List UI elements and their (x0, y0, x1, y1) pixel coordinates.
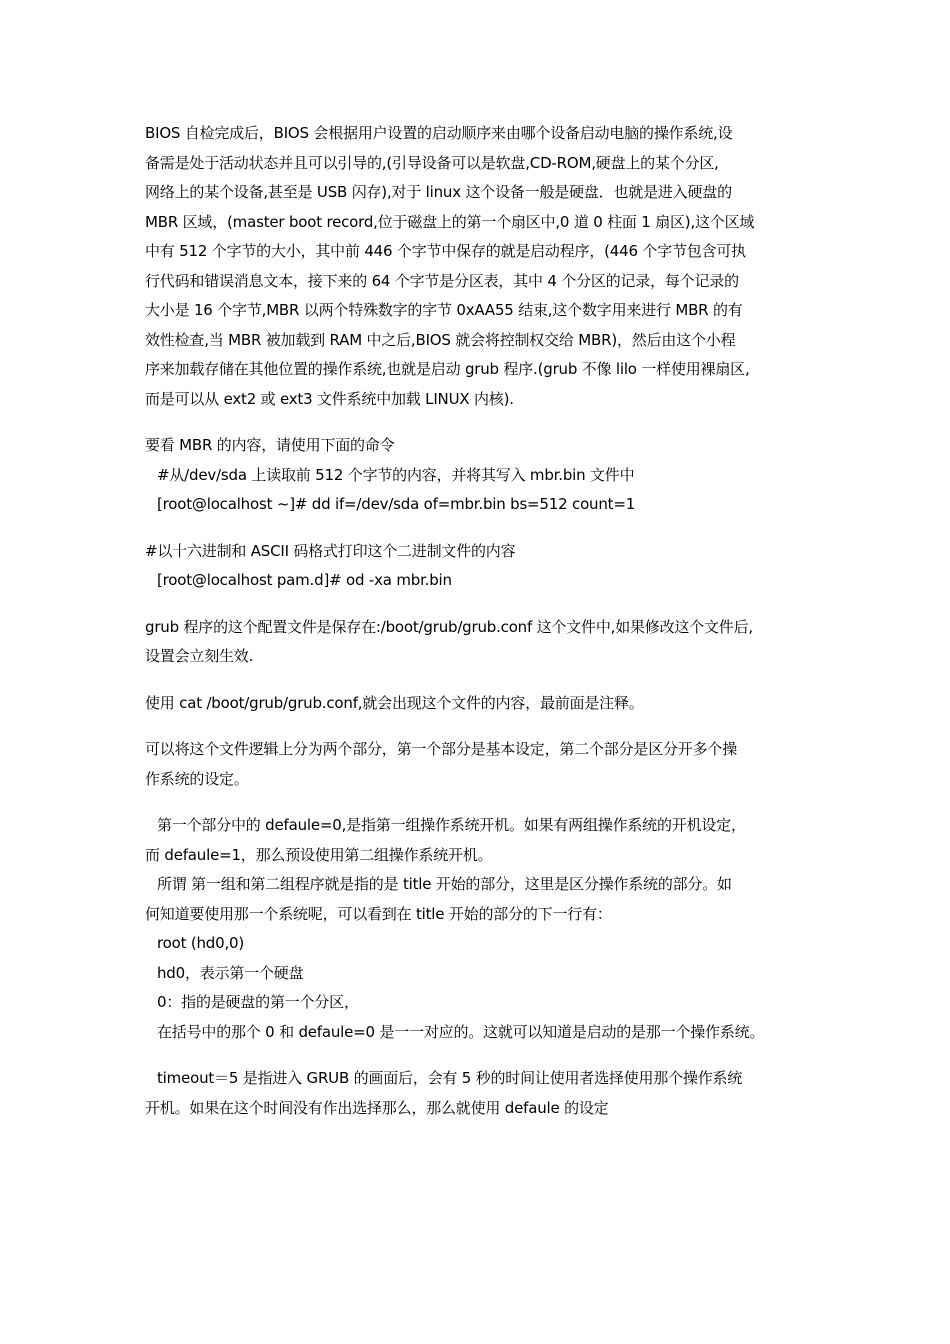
text-line: 网络上的某个设备,甚至是 USB 闪存),对于 linux 这个设备一般是硬盘．也就是进入硬盘的 (145, 183, 732, 201)
text-line: 开机。如果在这个时间没有作出选择那么，那么就使用 defaule 的设定 (145, 1098, 609, 1117)
paragraph-cat-grub (145, 689, 813, 719)
text-line: 而是可以从 ext2 或 ext3 文件系统中加载 LINUX 内核). (145, 389, 514, 408)
text-line: 效性检查,当 MBR 被加载到 RAM 中之后,BIOS 就会将控制权交给 MBR)，然后由这个小程 (145, 330, 736, 349)
paragraph-two-parts (145, 735, 813, 794)
paragraph-spacer (145, 794, 813, 811)
text-line: 中有 512 个字节的大小，其中前 446 个字节中保存的就是启动程序，(446 个字节包含可执 (145, 242, 746, 260)
shell-command: [root@localhost pam.d]# od -xa mbr.bin (157, 571, 452, 589)
text-line: 而 defaule=1，那么预设使用第二组操作系统开机。 (145, 845, 493, 864)
paragraph-spacer (145, 414, 813, 431)
paragraph-spacer (145, 718, 813, 735)
text-line: root (hd0,0) (157, 934, 245, 952)
text-line: grub 程序的这个配置文件是保存在:/boot/grub/grub.conf 这个文件中,如果修改这个文件后, (145, 617, 753, 636)
text-line: 可以将这个文件逻辑上分为两个部分，第一个部分是基本设定，第二个部分是区分开多个操 (145, 740, 738, 758)
paragraph-print-hex (145, 537, 813, 596)
paragraph-timeout (145, 1064, 813, 1123)
command-comment: #从/dev/sda 上读取前 512 个字节的内容，并将其写入 mbr.bin 文件中 (157, 465, 635, 484)
text-line: 0：指的是硬盘的第一个分区， (157, 993, 359, 1011)
text-line: 第一个部分中的 defaule=0,是指第一组操作系统开机。如果有两组操作系统的开机设定， (157, 816, 746, 834)
text-line: MBR 区域，(master boot record,位于磁盘上的第一个扇区中,0 道 0 柱面 1 扇区),这个区域 (145, 212, 755, 231)
text-line: BIOS 自检完成后，BIOS 会根据用户设置的启动顺序来由哪个设备启动电脑的操作系统,设 (145, 124, 733, 142)
paragraph-spacer (145, 596, 813, 613)
text-line: 行代码和错误消息文本，接下来的 64 个字节是分区表，其中 4 个分区的记录，每个记录的 (145, 271, 739, 290)
text-line: timeout＝5 是指进入 GRUB 的画面后，会有 5 秒的时间让使用者选择使用那个操作系统 (157, 1069, 743, 1087)
text-line: 在括号中的那个 0 和 defaule=0 是一一对应的。这就可以知道是启动的是那一个操作系统。 (157, 1022, 765, 1041)
paragraph-spacer (145, 520, 813, 537)
paragraph-spacer (145, 672, 813, 689)
text-line: 作系统的设定。 (145, 769, 249, 788)
text-line: 备需是处于活动状态并且可以引导的,(引导设备可以是软盘,CD-ROM,硬盘上的某个分区, (145, 153, 719, 172)
paragraph-grub-config (145, 613, 813, 672)
text-line: 所谓 第一组和第二组程序就是指的是 title 开始的部分，这里是区分操作系统的部分。如 (157, 875, 732, 893)
paragraph-view-mbr (145, 431, 813, 520)
text-line: hd0，表示第一个硬盘 (157, 963, 304, 982)
text-line: 何知道要使用那一个系统呢，可以看到在 title 开始的部分的下一行有： (145, 904, 612, 923)
text-line: 序来加载存储在其他位置的操作系统,也就是启动 grub 程序.(grub 不像 lilo 一样使用裸扇区, (145, 360, 750, 378)
document-body (145, 119, 813, 1123)
paragraph-bios-boot (145, 119, 813, 414)
text-line: 要看 MBR 的内容，请使用下面的命令 (145, 436, 395, 454)
text-line: 使用 cat /boot/grub/grub.conf,就会出现这个文件的内容，最前面是注释。 (145, 693, 644, 712)
text-line: 大小是 16 个字节,MBR 以两个特殊数字的字节 0xAA55 结束,这个数字用来进行 MBR 的有 (145, 301, 743, 319)
command-comment: #以十六进制和 ASCII 码格式打印这个二进制文件的内容 (145, 541, 516, 560)
paragraph-spacer (145, 1047, 813, 1064)
paragraph-default-setting (145, 811, 813, 1047)
shell-command: [root@localhost ~]# dd if=/dev/sda of=mbr.bin bs=512 count=1 (157, 495, 636, 513)
text-line: 设置会立刻生效. (145, 647, 254, 665)
